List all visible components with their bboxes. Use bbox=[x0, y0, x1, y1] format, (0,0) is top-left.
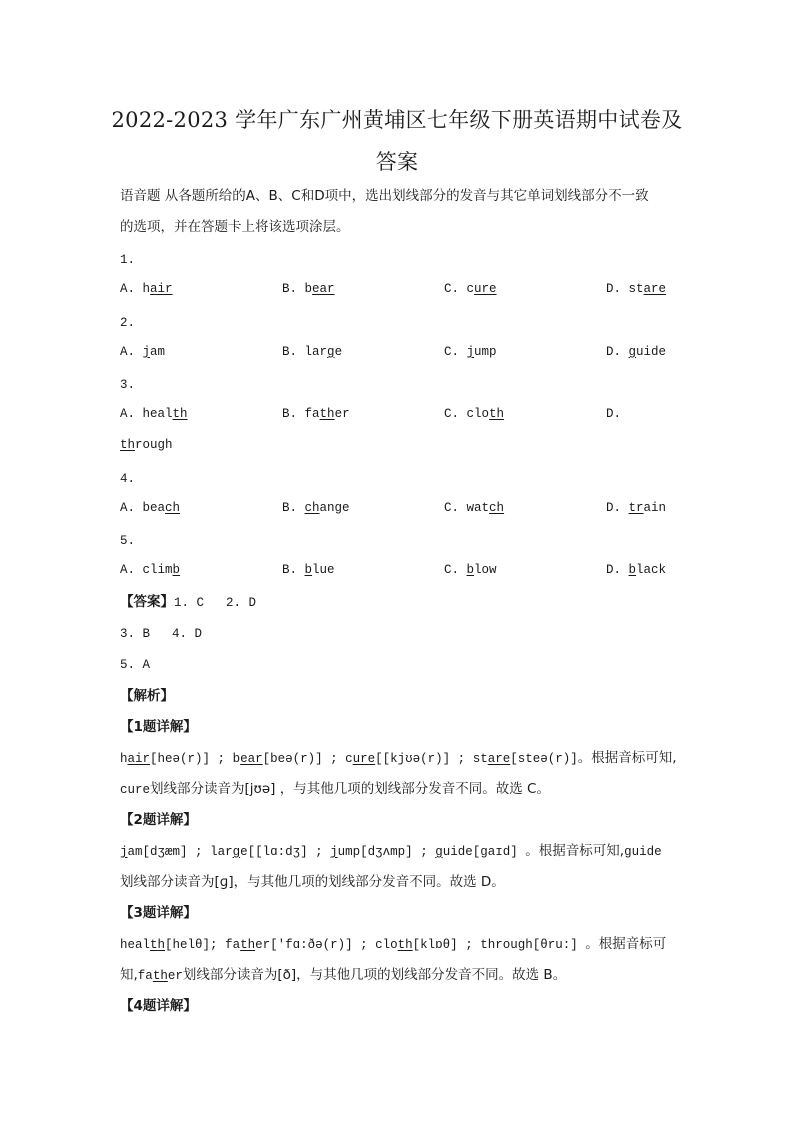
option-c: C. blow bbox=[444, 563, 497, 577]
option-label: D. bbox=[606, 282, 622, 296]
detail-3-heading: 【3题详解】 bbox=[120, 905, 197, 921]
option-d: D. black bbox=[606, 563, 667, 577]
option-label: C. bbox=[444, 407, 460, 421]
question-number: 3. bbox=[120, 378, 136, 392]
option-label: C. bbox=[444, 282, 460, 296]
option-label: C. bbox=[444, 345, 460, 359]
option-a: A. health bbox=[120, 407, 188, 421]
option-b: B. father bbox=[282, 407, 350, 421]
instruction-line-2: 的选项，并在答题卡上将该选项涂层。 bbox=[120, 219, 350, 235]
option-label: B. bbox=[282, 501, 298, 515]
option-b: B. large bbox=[282, 345, 343, 359]
option-word: through bbox=[120, 438, 173, 452]
option-d: D. train bbox=[606, 501, 667, 515]
answer-heading: 【答案】 bbox=[120, 594, 174, 610]
question-number: 2. bbox=[120, 316, 136, 330]
analysis-heading: 【解析】 bbox=[120, 688, 174, 704]
document-title-line-2: 答案 bbox=[375, 150, 419, 174]
option-d: D. stare bbox=[606, 282, 667, 296]
option-label: A. bbox=[120, 563, 136, 577]
detail-3-line-2: 知,father划线部分读音为[ð]，与其他几项的划线部分发音不同。故选 B。 bbox=[120, 967, 567, 983]
question-number: 1. bbox=[120, 253, 136, 267]
detail-2-heading: 【2题详解】 bbox=[120, 812, 197, 828]
detail-4-heading: 【4题详解】 bbox=[120, 998, 197, 1014]
option-label: B. bbox=[282, 563, 298, 577]
detail-1-heading: 【1题详解】 bbox=[120, 719, 197, 735]
option-d: D. guide bbox=[606, 345, 667, 359]
detail-2-line-1: jam[dʒæm] ; large[[lɑ:dʒ] ; jump[dʒʌmp] ; guide[ɡaɪd] 。根据音标可知,guide bbox=[120, 843, 662, 859]
option-c: C. watch bbox=[444, 501, 505, 515]
option-label: C. bbox=[444, 501, 460, 515]
question-number: 5. bbox=[120, 534, 136, 548]
option-label: D. bbox=[606, 345, 622, 359]
option-label: A. bbox=[120, 407, 136, 421]
answer-item: 1. C bbox=[174, 596, 205, 610]
option-label: A. bbox=[120, 282, 136, 296]
option-a: A. beach bbox=[120, 501, 181, 515]
answer-item: 2. D bbox=[226, 596, 257, 610]
option-b: B. change bbox=[282, 501, 350, 515]
detail-1-line-1: hair[heə(r)] ; bear[beə(r)] ; cure[[kjʊə(r)] ; stare[steə(r)]。根据音标可知, bbox=[120, 750, 677, 766]
option-c: C. cloth bbox=[444, 407, 505, 421]
document-title-line-1: 2022-2023 学年广东广州黄埔区七年级下册英语期中试卷及 bbox=[111, 108, 683, 132]
option-b: B. bear bbox=[282, 282, 335, 296]
answer-line-3: 5. A bbox=[120, 658, 151, 672]
instruction-line-1: 语音题 从各题所给的A、B、C和D项中，选出划线部分的发音与其它单词划线部分不一致 bbox=[120, 188, 649, 204]
option-label: D. bbox=[606, 407, 622, 421]
answer-line-2 bbox=[120, 625, 680, 643]
option-c: C. jump bbox=[444, 345, 497, 359]
option-a: A. hair bbox=[120, 282, 173, 296]
option-label: B. bbox=[282, 345, 298, 359]
answer-item: 3. B bbox=[120, 627, 151, 641]
option-b: B. blue bbox=[282, 563, 335, 577]
option-c: C. cure bbox=[444, 282, 497, 296]
answer-line-1 bbox=[120, 593, 680, 612]
detail-1-line-2: cure划线部分读音为[jʊə] ，与其他几项的划线部分发音不同。故选 C。 bbox=[120, 781, 550, 797]
option-label: C. bbox=[444, 563, 460, 577]
option-d bbox=[606, 407, 621, 421]
option-label: D. bbox=[606, 501, 622, 515]
option-label: B. bbox=[282, 407, 298, 421]
option-label: B. bbox=[282, 282, 298, 296]
option-label: A. bbox=[120, 345, 136, 359]
option-a: A. climb bbox=[120, 563, 181, 577]
answer-item: 4. D bbox=[172, 627, 203, 641]
option-label: A. bbox=[120, 501, 136, 515]
detail-2-line-2: 划线部分读音为[ɡ]，与其他几项的划线部分发音不同。故选 D。 bbox=[120, 874, 505, 890]
option-a: A. jam bbox=[120, 345, 166, 359]
option-label: D. bbox=[606, 563, 622, 577]
detail-3-line-1: health[helθ]; father['fɑ:ðə(r)] ; cloth[klɒθ] ; through[θru:] 。根据音标可 bbox=[120, 936, 667, 952]
question-number: 4. bbox=[120, 472, 136, 486]
